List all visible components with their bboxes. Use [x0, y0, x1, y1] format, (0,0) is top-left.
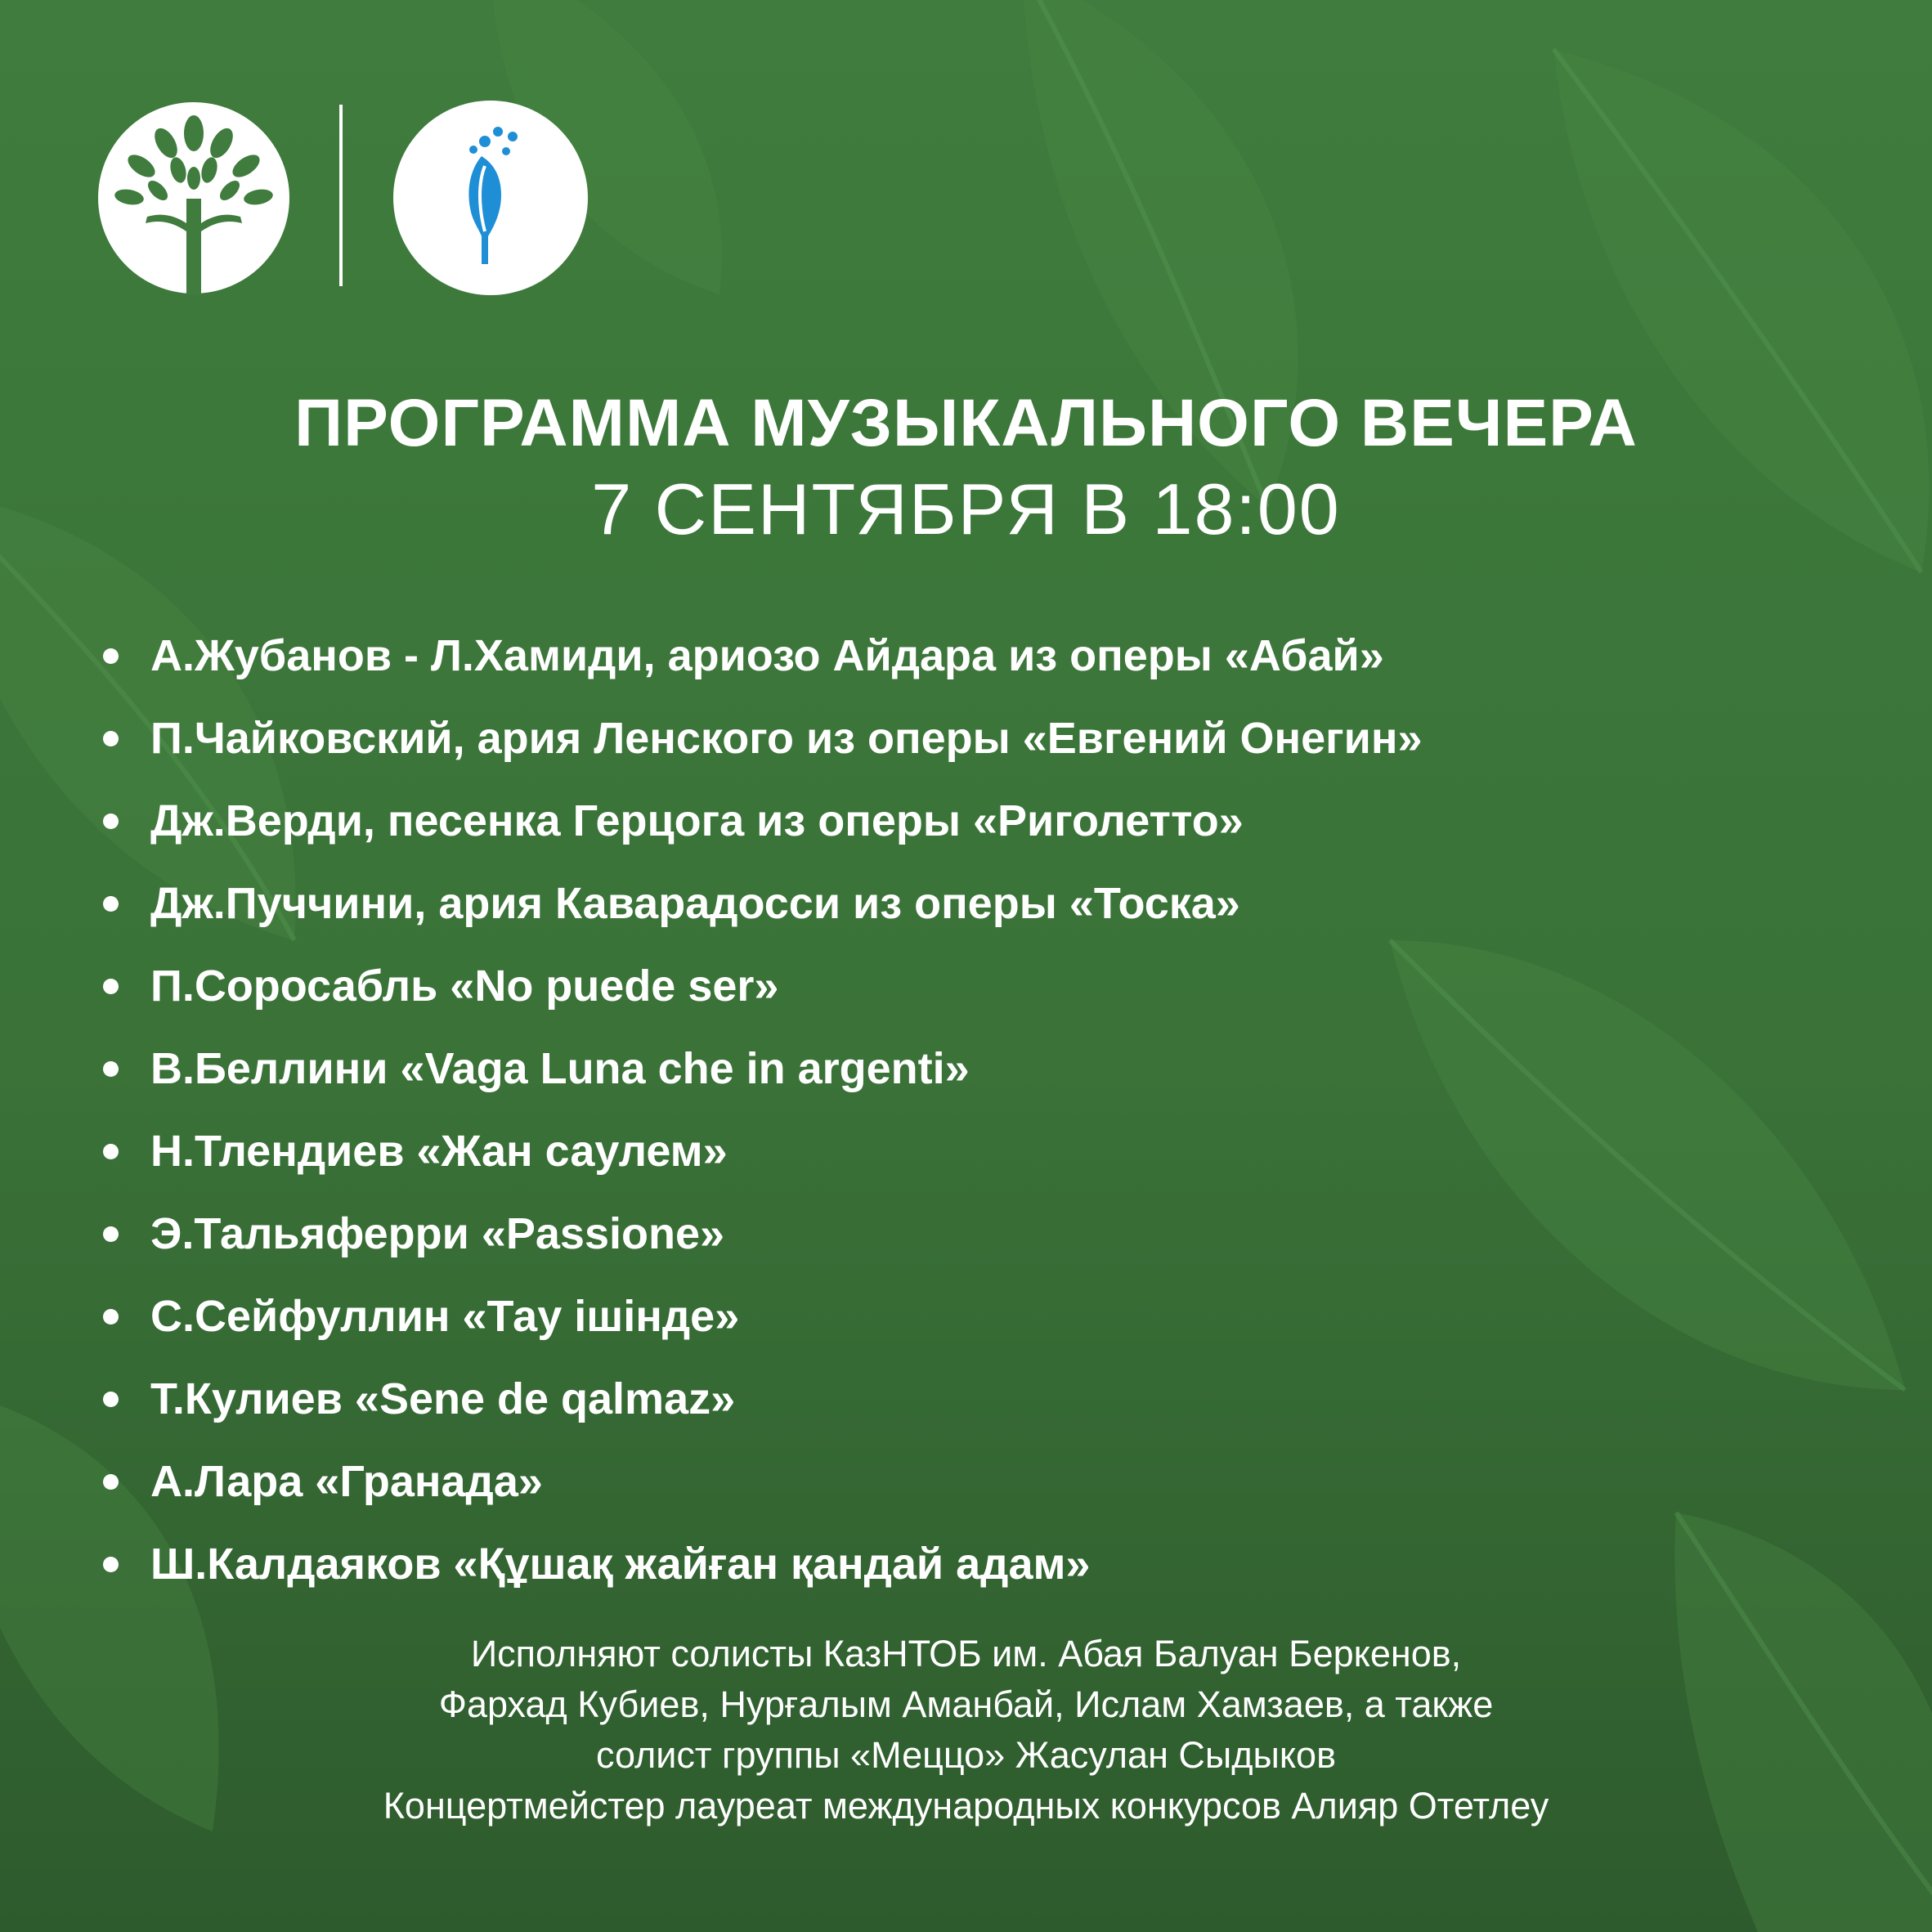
list-item — [98, 1028, 1897, 1110]
program-item-text: Дж.Верди, песенка Герцога из оперы «Риголетто» — [150, 796, 1244, 845]
list-item — [98, 1110, 1897, 1193]
program-item-text: Э.Тальяферри «Passione» — [150, 1209, 725, 1258]
bullet-icon — [103, 1226, 119, 1242]
performers-line: солист группы «Меццо» Жасулан Сыдыков — [595, 1734, 1336, 1776]
program-item-text: В.Беллини «Vaga Luna che in argenti» — [150, 1044, 970, 1093]
list-item — [98, 863, 1897, 945]
list-item — [98, 615, 1897, 697]
program-item-text: Н.Тлендиев «Жан саулем» — [150, 1127, 728, 1176]
bullet-icon — [103, 1392, 119, 1407]
logos — [96, 101, 595, 297]
program-item-text: П.Чайковский, ария Ленского из оперы «Евгений Онегин» — [150, 714, 1423, 763]
program-item-text: А.Лара «Гранада» — [150, 1457, 543, 1506]
program-item-text: П.Соросабль «No puede ser» — [150, 962, 779, 1011]
event-date: 7 СЕНТЯБРЯ В 18:00 — [591, 468, 1341, 549]
program-list — [98, 615, 1897, 1606]
bullet-icon — [103, 1061, 119, 1077]
performers-line: Исполняют солисты КазНТОБ им. Абая Балуан Беркенов, — [470, 1633, 1462, 1674]
bullet-icon — [103, 1557, 119, 1572]
list-item — [98, 1441, 1897, 1523]
bullet-icon — [103, 648, 119, 664]
list-item — [98, 945, 1897, 1028]
program-item-text: Ш.Калдаяков «Құшақ жайған қандай адам» — [150, 1540, 1091, 1589]
bullet-icon — [103, 1474, 119, 1490]
tree-logo-icon — [96, 101, 291, 295]
tulip-logo-icon — [393, 101, 588, 295]
bullet-icon — [103, 979, 119, 994]
bullet-icon — [103, 731, 119, 746]
logo-divider — [339, 105, 343, 286]
page-title: ПРОГРАММА МУЗЫКАЛЬНОГО ВЕЧЕРА — [294, 386, 1638, 460]
list-item — [98, 1193, 1897, 1275]
program-item-text: А.Жубанов - Л.Хамиди, ариозо Айдара из оперы «Абай» — [150, 631, 1384, 680]
performers-block — [0, 1629, 1932, 1831]
bullet-icon — [103, 814, 119, 829]
list-item — [98, 1523, 1897, 1606]
list-item — [98, 1358, 1897, 1441]
list-item — [98, 697, 1897, 780]
program-item-text: С.Сейфуллин «Тау ішінде» — [150, 1292, 740, 1341]
performers-line: Фархад Кубиев, Нурғалым Аманбай, Ислам Хамзаев, а также — [438, 1683, 1494, 1725]
list-item — [98, 1275, 1897, 1358]
performers-line: Концертмейстер лауреат международных конкурсов Алияр Отетлеу — [383, 1785, 1549, 1827]
program-item-text: Дж.Пуччини, ария Каварадосси из оперы «Тоска» — [150, 879, 1240, 928]
bullet-icon — [103, 896, 119, 912]
bullet-icon — [103, 1309, 119, 1325]
header — [0, 383, 1932, 554]
bullet-icon — [103, 1144, 119, 1159]
list-item — [98, 780, 1897, 863]
program-item-text: Т.Кулиев «Sene de qalmaz» — [150, 1374, 736, 1423]
